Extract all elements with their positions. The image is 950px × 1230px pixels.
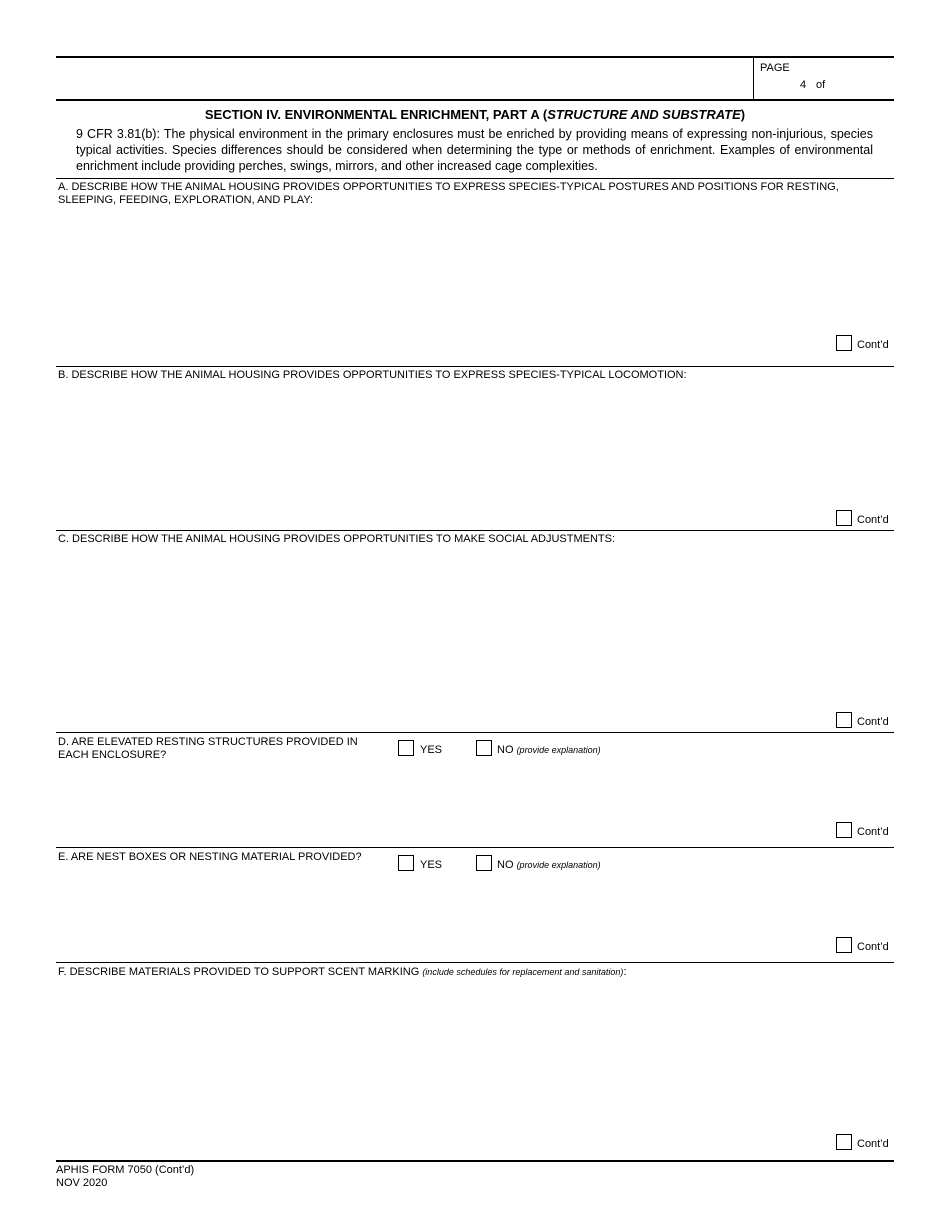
section-description: 9 CFR 3.81(b): The physical environment in the primary enclosures must be enriched by providing means of expressing non-injurious, species typical activities. Species differences should be considered when determining the type or methods of enrichment. Examples of environmental enrichment include providing perches, swings, mirrors, and other increased cage complexities. <box>76 127 873 173</box>
contd-b-label: Cont’d <box>857 514 889 526</box>
footer-form-name: APHIS FORM 7050 (Cont’d) <box>56 1164 195 1176</box>
page-box-divider <box>753 57 754 100</box>
footer-form-date: NOV 2020 <box>56 1177 108 1189</box>
contd-a-checkbox[interactable] <box>836 335 852 351</box>
footer-border <box>56 1160 894 1162</box>
divider-d <box>56 732 894 733</box>
question-e-label: E. ARE NEST BOXES OR NESTING MATERIAL PROVIDED? <box>58 851 362 863</box>
divider-b <box>56 366 894 367</box>
section-title <box>56 107 894 122</box>
question-e-no-label <box>497 859 601 872</box>
question-f-note: (include schedules for replacement and sanitation) <box>422 967 624 977</box>
question-e-no-text: NO <box>497 859 514 871</box>
question-d-explanation[interactable] <box>58 765 832 819</box>
header-bottom-border <box>56 99 894 101</box>
question-d-no-checkbox[interactable] <box>476 740 492 756</box>
section-title-emphasis: STRUCTURE AND SUBSTRATE <box>547 107 741 122</box>
section-title-prefix: SECTION IV. ENVIRONMENTAL ENRICHMENT, PART A ( <box>204 107 548 122</box>
question-f-text: F. DESCRIBE MATERIALS PROVIDED TO SUPPORT SCENT MARKING <box>58 966 423 978</box>
divider-e <box>56 847 894 848</box>
contd-f-label: Cont’d <box>857 1138 889 1150</box>
question-c-label: C. DESCRIBE HOW THE ANIMAL HOUSING PROVIDES OPPORTUNITIES TO MAKE SOCIAL ADJUSTMENTS: <box>58 533 616 545</box>
question-f-label <box>58 966 858 979</box>
divider-a <box>56 178 894 179</box>
contd-e-checkbox[interactable] <box>836 937 852 953</box>
question-d-yes-checkbox[interactable] <box>398 740 414 756</box>
question-d-no-text: NO <box>497 744 514 756</box>
question-d-no-note: (provide explanation) <box>516 745 601 755</box>
question-c-answer[interactable] <box>58 550 832 709</box>
page-of-label: of <box>816 79 826 91</box>
question-d-label: D. ARE ELEVATED RESTING STRUCTURES PROVIDED IN EACH ENCLOSURE? <box>58 736 358 761</box>
question-b-answer[interactable] <box>58 386 832 510</box>
question-d-no-label <box>497 744 601 757</box>
contd-e-label: Cont’d <box>857 941 889 953</box>
question-e-yes-checkbox[interactable] <box>398 855 414 871</box>
page-label: PAGE <box>760 62 790 74</box>
divider-c <box>56 530 894 531</box>
contd-f-checkbox[interactable] <box>836 1134 852 1150</box>
contd-a-label: Cont’d <box>857 339 889 351</box>
section-title-suffix: ) <box>740 107 746 122</box>
question-d-yes-label: YES <box>420 744 443 756</box>
question-e-no-checkbox[interactable] <box>476 855 492 871</box>
contd-c-label: Cont’d <box>857 716 889 728</box>
question-a-answer[interactable] <box>58 212 832 336</box>
question-e-no-note: (provide explanation) <box>516 860 601 870</box>
question-f-answer[interactable] <box>58 984 832 1128</box>
question-b-label: B. DESCRIBE HOW THE ANIMAL HOUSING PROVIDES OPPORTUNITIES TO EXPRESS SPECIES-TYPICAL LOCOMOTION: <box>58 369 687 381</box>
contd-d-checkbox[interactable] <box>836 822 852 838</box>
contd-d-label: Cont’d <box>857 826 889 838</box>
question-f-suffix: : <box>623 966 627 978</box>
divider-f <box>56 962 894 963</box>
page-number: 4 <box>800 79 807 91</box>
question-e-explanation[interactable] <box>58 880 832 934</box>
question-a-label: A. DESCRIBE HOW THE ANIMAL HOUSING PROVIDES OPPORTUNITIES TO EXPRESS SPECIES-TYPICAL POSTURES AND POSITIONS FOR RESTING, SLEEPING, FEEDING, EXPLORATION, AND PLAY: <box>58 181 839 206</box>
question-e-yes-label: YES <box>420 859 443 871</box>
contd-c-checkbox[interactable] <box>836 712 852 728</box>
contd-b-checkbox[interactable] <box>836 510 852 526</box>
top-border <box>56 56 894 58</box>
